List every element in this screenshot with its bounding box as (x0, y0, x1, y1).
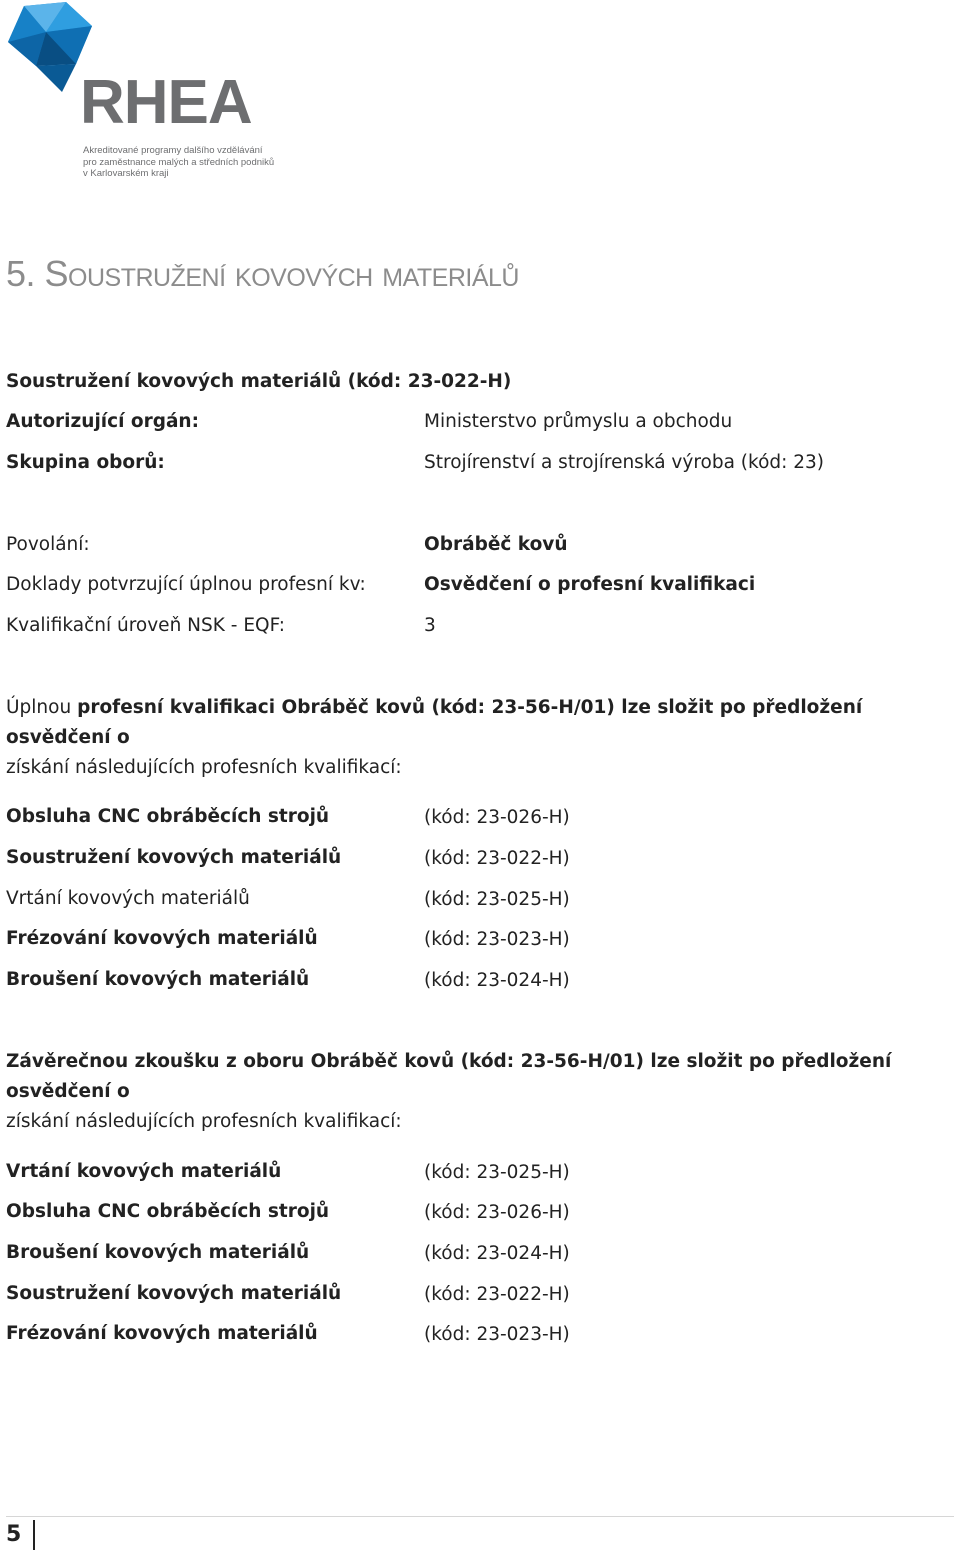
list-item-code: (kód: 23-022-H) (424, 1284, 570, 1305)
list-item-name: Broušení kovových materiálů (6, 969, 310, 990)
list-item-name: Frézování kovových materiálů (6, 928, 318, 949)
level-label: Kvalifikační úroveň NSK - EQF: (6, 615, 286, 636)
footer-divider (6, 1516, 954, 1517)
paragraph-text-bold: Závěrečnou zkoušku z oboru Obráběč kovů (kód: 23-56-H/01) lze složit po předložení osvědčení o (6, 1051, 892, 1102)
docs-value: Osvědčení o profesní kvalifikaci (424, 574, 756, 595)
list-item-name: Frézování kovových materiálů (6, 1323, 318, 1344)
list-item-name: Obsluha CNC obráběcích strojů (6, 1201, 330, 1222)
authority-label: Autorizující orgán: (6, 411, 200, 432)
profession-value: Obráběč kovů (424, 534, 568, 555)
page-number: 5 (6, 1522, 22, 1547)
list-item-code: (kód: 23-023-H) (424, 929, 570, 950)
docs-label: Doklady potvrzující úplnou profesní kv: (6, 574, 366, 595)
list-item-code: (kód: 23-025-H) (424, 889, 570, 910)
paragraph-text-bold: profesní kvalifikaci Obráběč kovů (kód: 23-56-H/01) lze složit po předložení osvědčení o (6, 697, 863, 748)
section-heading: 5. Soustružení kovových materiálů (6, 253, 519, 294)
list-item-code: (kód: 23-026-H) (424, 1202, 570, 1223)
list-item-name: Vrtání kovových materiálů (6, 888, 250, 909)
authority-value: Ministerstvo průmyslu a obchodu (424, 411, 733, 432)
logo-tagline (83, 145, 274, 180)
list-item-name: Obsluha CNC obráběcích strojů (6, 806, 330, 827)
group-label: Skupina oborů: (6, 452, 165, 473)
list-item-code: (kód: 23-026-H) (424, 807, 570, 828)
list-item-code: (kód: 23-024-H) (424, 1243, 570, 1264)
qualification-title: Soustružení kovových materiálů (kód: 23-022-H) (6, 371, 512, 392)
list-item-name: Vrtání kovových materiálů (6, 1161, 282, 1182)
paragraph-text: Úplnou (6, 697, 78, 718)
group-value: Strojírenství a strojírenská výroba (kód: 23) (424, 452, 824, 473)
list-item-code: (kód: 23-025-H) (424, 1162, 570, 1183)
final-exam-paragraph (6, 1047, 958, 1137)
profession-label: Povolání: (6, 534, 90, 555)
list-item-code: (kód: 23-022-H) (424, 848, 570, 869)
logo-tagline-line: Akreditované programy dalšího vzdělávání (83, 145, 263, 156)
paragraph-text: získání následujících profesních kvalifikací: (6, 1111, 402, 1132)
list-item-name: Soustružení kovových materiálů (6, 847, 342, 868)
logo-tagline-line: v Karlovarském kraji (83, 168, 169, 179)
logo-wordmark: RHEA (80, 68, 252, 137)
rhea-logo (6, 2, 275, 182)
full-qualification-paragraph (6, 693, 958, 783)
list-item-code: (kód: 23-024-H) (424, 970, 570, 991)
paragraph-text: získání následujících profesních kvalifikací: (6, 757, 402, 778)
logo-tagline-line: pro zaměstnance malých a středních podniků (83, 156, 275, 168)
list-item-name: Soustružení kovových materiálů (6, 1283, 342, 1304)
list-item-code: (kód: 23-023-H) (424, 1324, 570, 1345)
level-value: 3 (424, 615, 436, 636)
page-number-separator (33, 1520, 35, 1550)
list-item-name: Broušení kovových materiálů (6, 1242, 310, 1263)
